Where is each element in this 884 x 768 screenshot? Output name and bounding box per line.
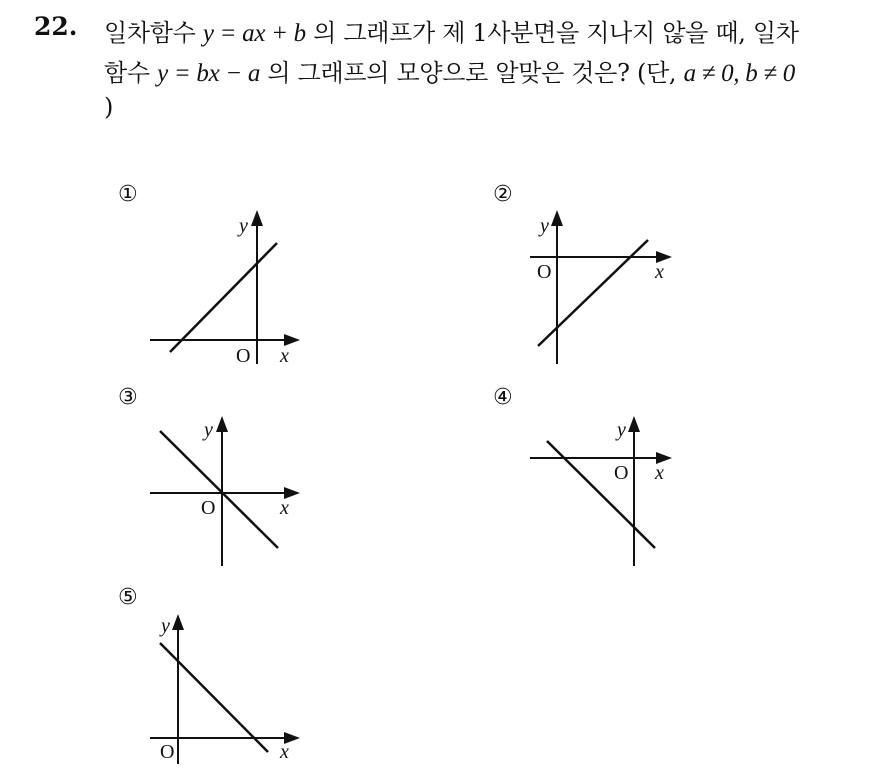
choice-2-x-label: x	[655, 261, 664, 283]
choice-4-label[interactable]: ④	[493, 385, 513, 410]
choice-2-y-label: y	[540, 215, 549, 237]
choice-1-x-label: x	[280, 345, 289, 367]
choice-3-label[interactable]: ③	[118, 385, 138, 410]
choice-4-y-label: y	[617, 419, 626, 441]
equation-1: y = ax + b	[202, 20, 306, 47]
choice-2-label[interactable]: ②	[493, 182, 513, 207]
choice-5-y-label: y	[161, 615, 170, 637]
choice-1-label[interactable]: ①	[118, 182, 138, 207]
condition: a ≠ 0, b ≠ 0	[683, 60, 795, 87]
choice-4-x-label: x	[655, 462, 664, 484]
choice-4-origin: O	[614, 462, 629, 484]
choice-5-label[interactable]: ⑤	[118, 585, 138, 610]
choice-3-y-label: y	[204, 419, 213, 441]
choice-3-x-label: x	[280, 497, 289, 519]
choice-1-y-label: y	[239, 215, 248, 237]
choice-1-origin: O	[236, 345, 251, 367]
equation-2: y = bx − a	[157, 60, 261, 87]
question-line-3: )	[104, 93, 114, 121]
question-text: 의 그래프의 모양으로 알맞은 것은? (단,	[260, 59, 684, 87]
question-text: 의 그래프가 제 1사분면을 지나지 않을 때, 일차	[305, 19, 799, 47]
question-text: 일차함수	[104, 19, 203, 47]
question-number: 22.	[34, 12, 78, 41]
question-text: 함수	[104, 59, 158, 87]
choice-2-origin: O	[537, 261, 552, 283]
choice-5-line	[160, 643, 268, 752]
choice-5-origin: O	[160, 741, 175, 763]
choice-5-x-label: x	[280, 741, 289, 763]
choice-3-origin: O	[201, 497, 216, 519]
